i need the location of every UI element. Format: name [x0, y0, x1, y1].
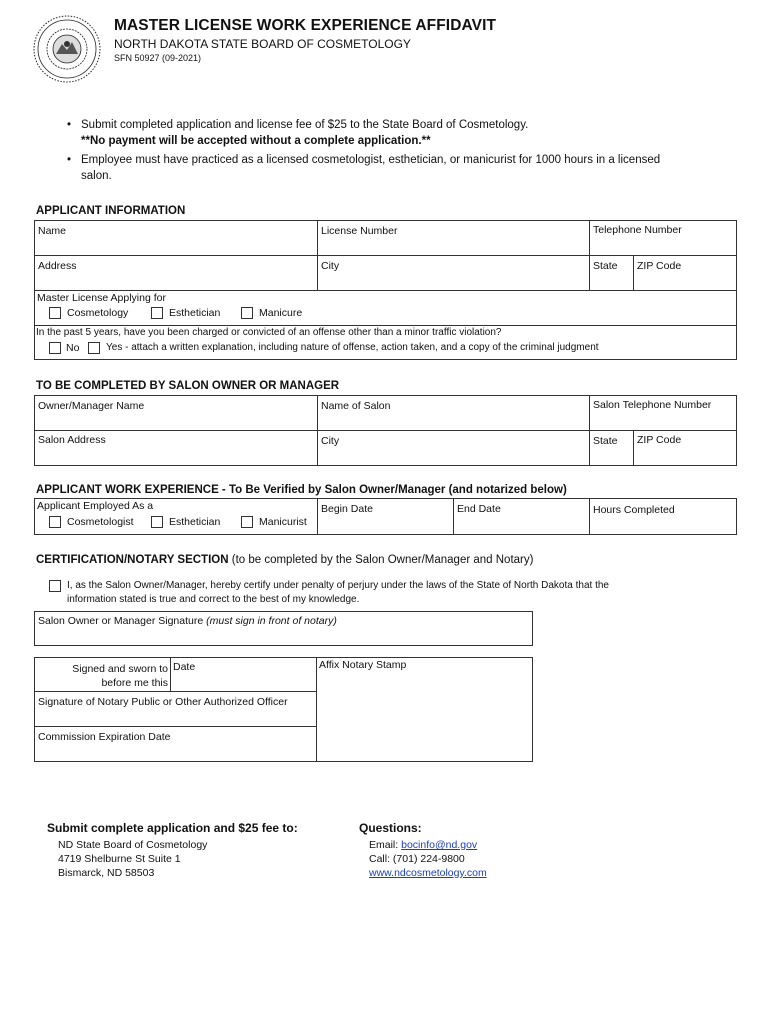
cosmetology-label: Cosmetology — [67, 307, 129, 319]
hours-completed-field[interactable]: Hours Completed — [593, 504, 675, 516]
offense-no-checkbox[interactable] — [49, 342, 61, 354]
owner-signature-label: Salon Owner or Manager Signature (must sign in front of notary) — [38, 615, 337, 627]
certification-heading-note: (to be completed by the Salon Owner/Manager and Notary) — [231, 554, 534, 566]
certify-checkbox[interactable] — [49, 580, 61, 592]
end-date-field[interactable]: End Date — [457, 503, 501, 515]
zip-field[interactable]: ZIP Code — [637, 260, 682, 272]
notary-stamp-area[interactable]: Affix Notary Stamp — [319, 659, 407, 671]
salon-phone-field[interactable]: Salon Telephone Number — [593, 399, 712, 411]
certify-text-line2: information stated is true and correct to the best of my knowledge. — [67, 594, 360, 605]
manicure-checkbox[interactable] — [241, 307, 253, 319]
owner-name-field[interactable]: Owner/Manager Name — [38, 400, 145, 412]
salon-state-field[interactable]: State — [593, 435, 618, 447]
esthetician-checkbox[interactable] — [151, 307, 163, 319]
state-seal-icon — [32, 14, 102, 84]
cosmetology-checkbox[interactable] — [49, 307, 61, 319]
salon-zip-field[interactable]: ZIP Code — [637, 434, 682, 446]
sworn-label: Signed and sworn to before me this — [72, 663, 168, 689]
exp-esthetician-label: Esthetician — [169, 516, 221, 528]
license-number-field[interactable]: License Number — [321, 225, 398, 237]
manicurist-label: Manicurist — [259, 516, 307, 528]
email-link[interactable]: bocinfo@nd.gov — [401, 839, 478, 851]
instruction-bullet-2: • Employee must have practiced as a licensed cosmetologist, esthetician, or manicurist for 1000 hours in a licensed salon. — [67, 154, 661, 182]
telephone-field[interactable]: Telephone Number — [593, 224, 682, 236]
offense-no-label: No — [66, 342, 80, 354]
city-field[interactable]: City — [321, 260, 340, 272]
commission-expiration-field[interactable]: Commission Expiration Date — [38, 731, 171, 743]
cosmetologist-checkbox[interactable] — [49, 516, 61, 528]
website-link[interactable]: www.ndcosmetology.com — [369, 867, 487, 879]
cosmetologist-label: Cosmetologist — [67, 516, 134, 528]
contact-info: Email: bocinfo@nd.gov Call: (701) 224-9800 www.ndcosmetology.com — [369, 839, 487, 879]
applicant-section-heading: APPLICANT INFORMATION — [36, 205, 186, 217]
exp-esthetician-checkbox[interactable] — [151, 516, 163, 528]
begin-date-field[interactable]: Begin Date — [321, 503, 373, 515]
form-number: SFN 50927 (09-2021) — [114, 53, 202, 63]
offense-yes-checkbox[interactable] — [88, 342, 100, 354]
notary-signature-field[interactable]: Signature of Notary Public or Other Authorized Officer — [38, 696, 288, 708]
form-subtitle: NORTH DAKOTA STATE BOARD OF COSMETOLOGY — [114, 37, 411, 51]
salon-name-field[interactable]: Name of Salon — [321, 400, 391, 412]
salon-section-heading: TO BE COMPLETED BY SALON OWNER OR MANAGER — [36, 380, 340, 392]
submit-heading: Submit complete application and $25 fee to: — [47, 821, 298, 835]
address-field[interactable]: Address — [38, 260, 77, 272]
employed-as-label: Applicant Employed As a — [37, 500, 154, 512]
salon-address-field[interactable]: Salon Address — [38, 434, 106, 446]
experience-section-heading: APPLICANT WORK EXPERIENCE - To Be Verified by Salon Owner/Manager (and notarized below) — [36, 484, 567, 496]
notary-date-field[interactable]: Date — [173, 661, 196, 673]
phone-number: Call: (701) 224-9800 — [369, 853, 465, 865]
applicant-name-field[interactable]: Name — [38, 225, 67, 237]
salon-city-field[interactable]: City — [321, 435, 340, 447]
state-field[interactable]: State — [593, 260, 618, 272]
manicure-label: Manicure — [259, 307, 303, 319]
certify-text-line1: I, as the Salon Owner/Manager, hereby certify under penalty of perjury under the laws of the State of North Dakota that the — [67, 580, 609, 591]
manicurist-checkbox[interactable] — [241, 516, 253, 528]
payment-warning: **No payment will be accepted without a complete application.** — [81, 135, 431, 147]
form-title: MASTER LICENSE WORK EXPERIENCE AFFIDAVIT — [114, 17, 497, 34]
instruction-bullet-1: • Submit completed application and license fee of $25 to the State Board of Cosmetology. **No payment will be accepted without a complete application.** — [81, 117, 741, 149]
master-license-label: Master License Applying for — [37, 292, 166, 304]
offense-question: In the past 5 years, have you been charged or convicted of an offense other than a minor traffic violation? — [36, 327, 502, 338]
questions-heading: Questions: — [359, 821, 422, 835]
esthetician-label: Esthetician — [169, 307, 221, 319]
certification-heading: CERTIFICATION/NOTARY SECTION (to be completed by the Salon Owner/Manager and Notary) — [36, 554, 534, 566]
mailing-address: ND State Board of Cosmetology 4719 Shelburne St Suite 1 Bismarck, ND 58503 — [58, 839, 208, 879]
offense-yes-label: Yes - attach a written explanation, including nature of offense, action taken, and a copy of the criminal judgment — [106, 342, 599, 353]
